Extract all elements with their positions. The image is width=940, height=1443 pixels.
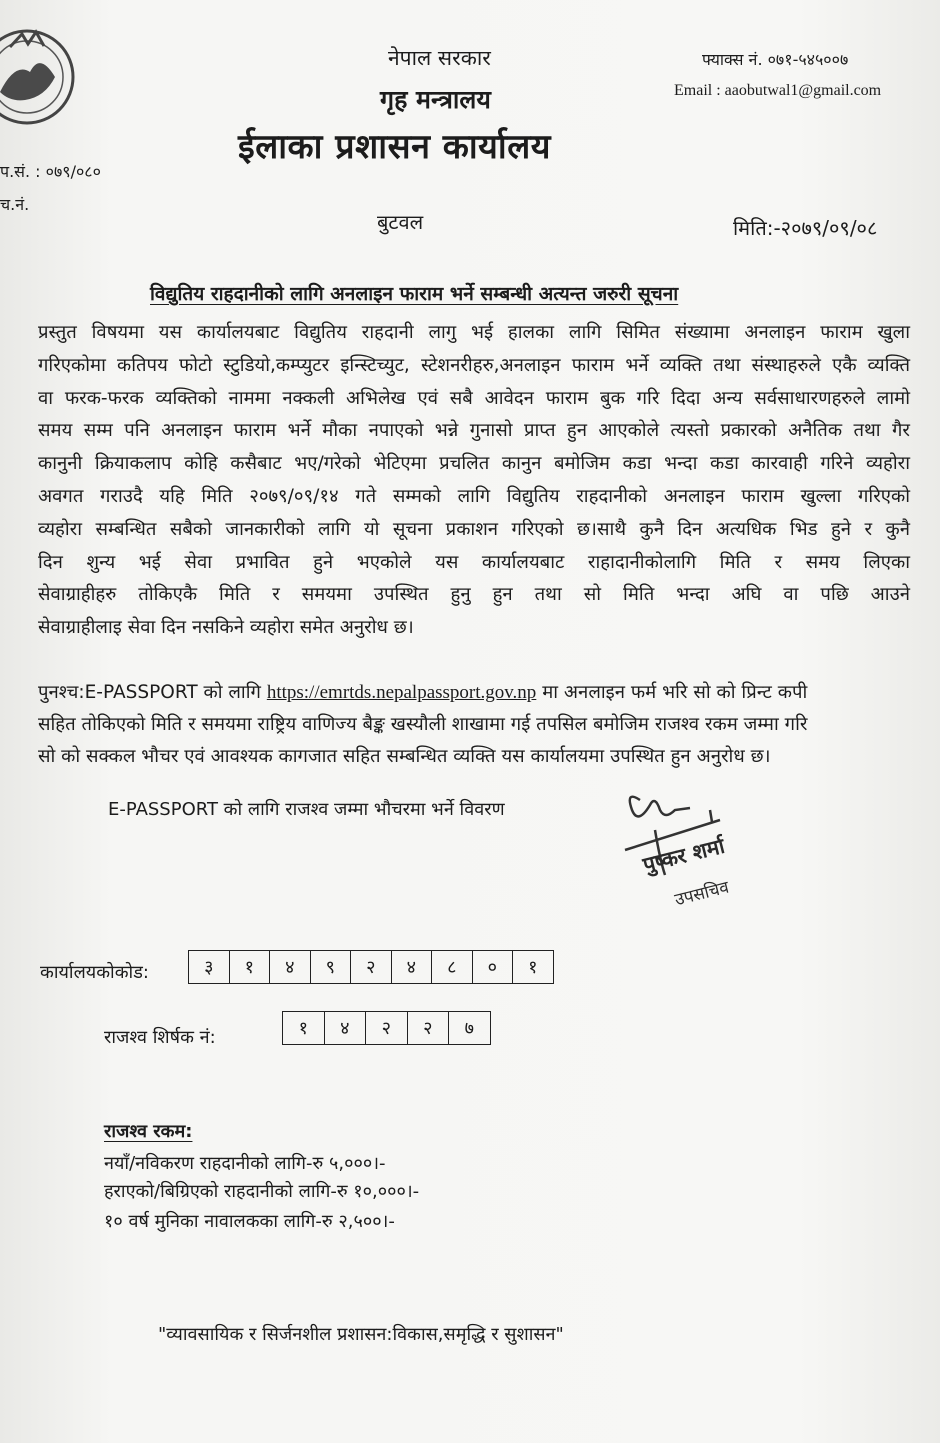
fiscal-year: प.सं. : ०७९/०८० (0, 162, 101, 181)
code-digit: २ (351, 951, 392, 983)
code-digit: १ (230, 951, 271, 983)
dispatch-number: च.नं. (0, 195, 30, 214)
fax-number: फ्याक्स नं. ०७१-५४५००७ (702, 50, 849, 69)
code-digit: ८ (432, 951, 473, 983)
revenue-digit: ७ (464, 1018, 474, 1039)
body-line: कानुनी क्रियाकलाप कोहि कसैबाट भए/गरेको भेटिएमा प्रचलित कानुन बमोजिम कडा भन्दा कडा कारवाही गरिने व्यहोरा (38, 453, 910, 475)
revenue-amount-item: नयाँ/नविकरण राहदानीको लागि-रु ५,०००।- (104, 1153, 386, 1174)
government-name: नेपाल सरकार (388, 46, 491, 70)
notice-subject: विद्युतिय राहदानीको लागि अनलाइन फाराम भर्ने सम्बन्धी अत्यन्त जरुरी सूचना (150, 283, 679, 305)
revenue-amount-item: हराएको/बिग्रिएको राहदानीको लागि-रु १०,०००।- (104, 1181, 420, 1202)
revenue-amount-item: १० वर्ष मुनिका नावालकका लागि-रु २,५००।- (104, 1211, 395, 1232)
code-digit: ४ (392, 951, 433, 983)
notice-body (38, 317, 910, 645)
postscript-line-3: सो को सक्कल भौचर एवं आवश्यक कागजात सहित सम्बन्धित व्यक्ति यस कार्यालयमा उपस्थित हुन अनुरोध छ। (38, 746, 771, 767)
code-digit: ० (473, 951, 514, 983)
signer-name: पुष्कर शर्मा (640, 833, 728, 878)
revenue-amount-title: राजश्व रकम: (104, 1121, 193, 1142)
revenue-head-label: राजश्व शिर्षक नं: (104, 1027, 216, 1048)
revenue-digit: १ (283, 1012, 325, 1044)
revenue-head-boxes (282, 1011, 491, 1045)
body-line: समय सम्म पनि अनलाइन फाराम भर्ने मौका नपाएको भन्ने गुनासो प्राप्त हुन आएकोले त्यस्तो प्रकारको अनैतिक तथा गैर (38, 420, 910, 442)
body-line: प्रस्तुत विषयमा यस कार्यालयबाट विद्युतिय राहदानी लागु भई हालका लागि सिमित संख्यामा अनलाइन फाराम खुला (38, 322, 910, 343)
postscript-prefix: पुनश्च:E-PASSPORT को लागि (38, 682, 267, 703)
office-slogan: "व्यावसायिक र सिर्जनशील प्रशासन:विकास,समृद्धि र सुशासन" (158, 1324, 564, 1345)
code-digit: १ (528, 957, 538, 978)
postscript-line-2: सहित तोकिएको मिति र समयमा राष्ट्रिय वाणिज्य बैङ्क खस्यौली शाखामा गई तपसिल बमोजिम राजश्व रकम जम्मा गरि (38, 714, 808, 735)
notice-date: मिति:-२०७९/०९/०८ (733, 216, 878, 240)
signer-designation: उपसचिव (672, 877, 732, 911)
body-line: अवगत गराउदै यहि मिति २०७९/०९/१४ गते सम्मको लागि विद्युतिय राहदानीको अनलाइन फाराम खुल्ला गरिएको (38, 485, 910, 507)
office-code-boxes (188, 950, 554, 984)
code-digit: ४ (270, 951, 311, 983)
passport-portal-link[interactable]: https://emrtds.nepalpassport.gov.np (266, 682, 537, 703)
office-name: ईलाका प्रशासन कार्यालय (238, 127, 551, 167)
voucher-heading: E-PASSPORT को लागि राजश्व जम्मा भौचरमा भर्ने विवरण (108, 799, 505, 820)
code-digit: ३ (189, 951, 230, 983)
body-line: वा फरक-फरक व्यक्तिको नाममा नक्कली अभिलेख एवं सबै आवेदन फाराम बुक गरि दिदा अन्य सर्वसाधारणहरुले लामो (38, 387, 910, 409)
ministry-name: गृह मन्त्रालय (380, 85, 491, 114)
body-line: व्यहोरा सम्बन्धित सबैको जानकारीको लागि यो सूचना प्रकाशन गरिएको छ।साथै कुनै दिन अत्यधिक भिड हुने र कुनै (38, 518, 910, 540)
email-address: Email : aaobutwal1@gmail.com (674, 82, 882, 99)
office-code-label: कार्यालयकोकोड: (40, 962, 149, 983)
postscript-line-1-rest: मा अनलाइन फर्म भरि सो को प्रिन्ट कपी (536, 682, 808, 703)
body-line: सेवाग्राहीहरु तोकिएकै मिति र समयमा उपस्थित हुनु हुन तथा सो मिति भन्दा अघि वा पछि आउने (38, 584, 910, 606)
revenue-digit: २ (366, 1012, 408, 1044)
body-line: दिन शुन्य भई सेवा प्रभावित हुने भएकोले यस कार्यालयबाट राहादानीकोलागि मिति र समय लिएका (38, 551, 910, 573)
body-line: सेवाग्राहीलाइ सेवा दिन नसकिने व्यहोरा समेत अनुरोध छ। (38, 617, 414, 639)
postscript-line-1 (38, 677, 910, 709)
revenue-digit: ४ (325, 1012, 367, 1044)
nepal-emblem-icon (0, 22, 85, 132)
office-location: बुटवल (377, 210, 424, 234)
revenue-digit: २ (408, 1012, 450, 1044)
code-digit: ९ (311, 951, 352, 983)
body-line: गरिएकोमा कतिपय फोटो स्टुडियो,कम्प्युटर इन्स्टिच्युट, स्टेशनरीहरु,अनलाइन फाराम भर्ने व्यक्ति तथा संस्थाहरुले एकै व्यक्ति (38, 354, 910, 376)
postscript (38, 677, 910, 773)
